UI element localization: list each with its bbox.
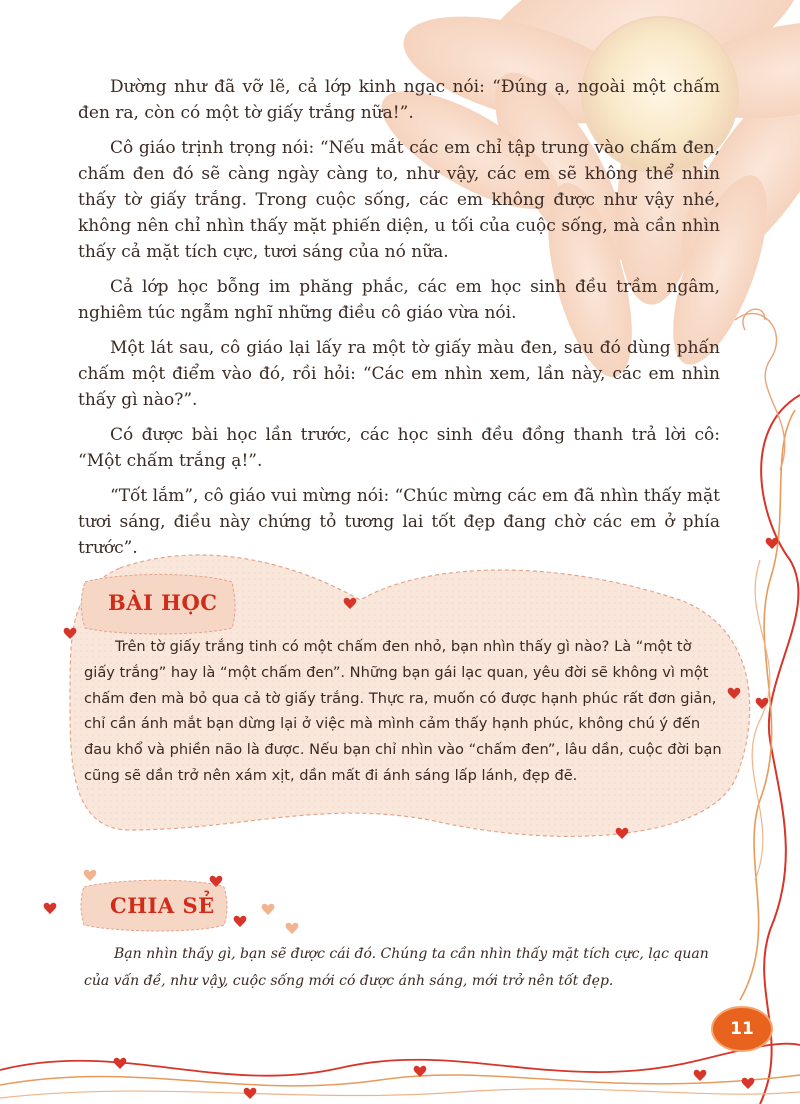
- story-paragraph: Cô giáo trịnh trọng nói: “Nếu mắt các em chỉ tập trung vào chấm đen, chấm đen đó sẽ càng ngày càng to, như vậy, các em sẽ không thể nhìn thấy tờ giấy trắng. Trong cuộc sống, các em không được như vậy nhé, không nên chỉ nhìn thấy mặt phiến diện, u tối của cuộc sống, mà cần nhìn thấy cả mặt tích cực, tươi sáng của nó nữa.: [78, 138, 720, 262]
- story-paragraph: Dường như đã vỡ lẽ, cả lớp kinh ngạc nói: “Đúng ạ, ngoài một chấm đen ra, còn có một tờ giấy trắng nữa!”.: [78, 77, 720, 123]
- lesson-paragraph: Trên tờ giấy trắng tinh có một chấm đen nhỏ, bạn nhìn thấy gì nào? Là “một tờ giấy trắng” hay là “một chấm đen”. Những bạn gái lạc quan, yêu đời sẽ không vì một chấm đen mà bỏ qua cả tờ giấy trắng. Thực ra, muốn có được hạnh phúc rất đơn giản, chỉ cần ánh mắt bạn dừng lại ở việc mà mình cảm thấy hạnh phúc, không chú ý đến đau khổ và phiền não là được. Nếu bạn chỉ nhìn vào “chấm đen”, lâu dần, cuộc đời bạn cũng sẽ dần trở nên xám xịt, dần mất đi ánh sáng lấp lánh, đẹp đẽ.: [84, 638, 722, 784]
- share-title: CHIA SẺ: [110, 893, 215, 918]
- page-number: 11: [730, 1019, 754, 1039]
- story-paragraph: Một lát sau, cô giáo lại lấy ra một tờ giấy màu đen, sau đó dùng phấn chấm một điểm vào đó, rồi hỏi: “Các em nhìn xem, lần này, các em nhìn thấy gì nào?”.: [78, 338, 720, 410]
- story-text: [78, 74, 720, 570]
- story-paragraph: Có được bài học lần trước, các học sinh đều đồng thanh trả lời cô: “Một chấm trắng ạ!”.: [78, 425, 720, 471]
- lesson-text: [84, 634, 724, 789]
- story-paragraph: Cả lớp học bỗng im phăng phắc, các em học sinh đều trầm ngâm, nghiêm túc ngẫm nghĩ những điều cô giáo vừa nói.: [78, 277, 720, 323]
- share-paragraph: Bạn nhìn thấy gì, bạn sẽ được cái đó. Chúng ta cần nhìn thấy mặt tích cực, lạc quan của vấn đề, như vậy, cuộc sống mới có được ánh sáng, mới trở nên tốt đẹp.: [84, 946, 709, 989]
- share-text: [84, 941, 734, 995]
- lesson-title: BÀI HỌC: [108, 590, 218, 615]
- story-paragraph: “Tốt lắm”, cô giáo vui mừng nói: “Chúc mừng các em đã nhìn thấy mặt tươi sáng, điều này chứng tỏ tương lai tốt đẹp đang chờ các em ở phía trước”.: [78, 486, 720, 558]
